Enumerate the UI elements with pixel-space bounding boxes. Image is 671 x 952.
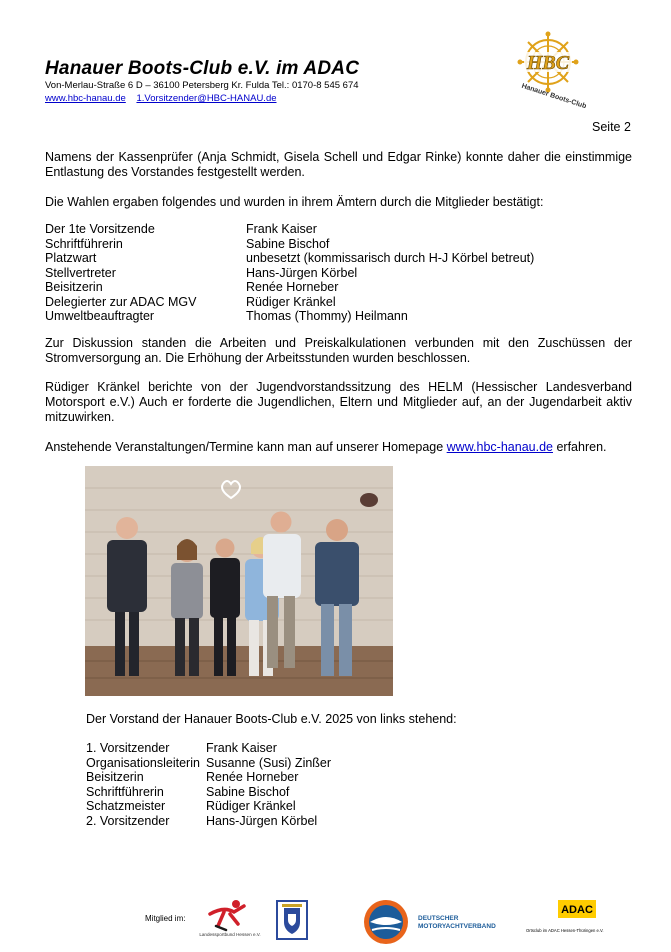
logo-text: HBC (526, 52, 570, 74)
role-label: Delegierter zur ADAC MGV (45, 294, 197, 309)
person-name: Hans-Jürgen Körbel (206, 813, 318, 828)
paragraph-events (45, 440, 632, 455)
list-item (45, 295, 534, 310)
paragraph-youth: Rüdiger Kränkel berichte von der Jugendvorstandssitzung des HELM (Hessischer Landesverband Motorsport e.V.) Auch er forderte die Jugendlichen, Eltern und Mitglieder auf, an der Jugendarbeit aktiv mitzuwirken. (45, 380, 632, 424)
dmyv-logo (360, 898, 496, 946)
person-name: unbesetzt (kommissarisch durch H-J Körbel betreut) (246, 251, 535, 265)
person-name: Frank Kaiser (206, 741, 277, 755)
dmyv-line1: DEUTSCHER (418, 915, 459, 922)
club-title: Hanauer Boots-Club e.V. im ADAC (45, 58, 360, 79)
role-label: Schatzmeister (86, 799, 166, 813)
adac-logo (524, 900, 604, 944)
role-label: Organisationsleiterin (86, 755, 200, 770)
board-list (86, 741, 331, 828)
person-name: Rüdiger Kränkel (206, 799, 296, 813)
board-group-photo (85, 466, 393, 696)
role-label: 1. Vorsitzender (86, 741, 170, 755)
dmyv-line2: MOTORYACHTVERBAND (418, 923, 496, 930)
person-name: Thomas (Thommy) Heilmann (246, 309, 408, 323)
role-label: 2. Vorsitzender (86, 813, 170, 828)
paragraph-discussion: Zur Diskussion standen die Arbeiten und Preiskalkulationen verbunden mit den Zuschüssen der Stromversorgung an. Die Erhöhung der Arbeitsstunden wurden beschlossen. (45, 336, 632, 365)
list-item (86, 741, 331, 756)
list-item (45, 222, 534, 237)
adac-caption: Ortsclub im ADAC Hessen-Thüringen e.V. (526, 928, 604, 933)
person-name: Hans-Jürgen Körbel (246, 265, 358, 280)
website-link[interactable]: www.hbc-hanau.de (45, 93, 126, 104)
role-label: Beisitzerin (86, 770, 144, 784)
photo-caption: Der Vorstand der Hanauer Boots-Club e.V. 2025 von links stehend: (86, 712, 457, 726)
role-label: Beisitzerin (45, 280, 103, 294)
person-name: Sabine Bischof (206, 784, 290, 799)
person-name: Sabine Bischof (246, 236, 330, 251)
page-number: Seite 2 (592, 120, 631, 134)
list-item (45, 251, 534, 266)
list-item (86, 799, 331, 814)
hbc-logo (510, 30, 590, 111)
role-label: Platzwart (45, 251, 97, 265)
elections-list (45, 222, 534, 324)
list-item (86, 756, 331, 771)
role-label: Schriftführerin (86, 784, 164, 799)
lsb-hessen-logo (199, 898, 261, 944)
person-name: Frank Kaiser (246, 222, 317, 236)
member-label: Mitglied im: (145, 914, 186, 923)
email-link[interactable]: 1.Vorsitzender@HBC-HANAU.de (136, 93, 277, 104)
person-name: Renée Horneber (206, 770, 299, 784)
events-text: Anstehende Veranstaltungen/Termine kann man auf unserer Homepage (45, 440, 447, 454)
person-name: Renée Horneber (246, 280, 339, 294)
logo-ring-text: Hanauer Boots-Club (520, 82, 588, 111)
lsb-text: Landessportbund Hessen e.V. (199, 932, 261, 937)
role-label: Der 1te Vorsitzende (45, 222, 155, 236)
paragraph-elections: Die Wahlen ergaben folgendes und wurden in ihrem Ämtern durch die Mitglieder bestätigt: (45, 195, 544, 209)
list-item (86, 770, 331, 785)
list-item (86, 814, 331, 829)
list-item (45, 266, 534, 281)
role-label: Umweltbeauftragter (45, 309, 155, 323)
role-label: Schriftführerin (45, 236, 123, 251)
adac-badge: ADAC (561, 904, 593, 916)
list-item (45, 237, 534, 252)
paragraph-discharge: Namens der Kassenprüfer (Anja Schmidt, Gisela Schell und Edgar Rinke) konnte daher die einstimmige Entlastung des Vorstandes festgestellt werden. (45, 150, 632, 179)
list-item (45, 280, 534, 295)
person-name: Susanne (Susi) Zinßer (206, 755, 332, 770)
list-item (86, 785, 331, 800)
role-label: Stellvertreter (45, 265, 116, 280)
club-address: Von-Merlau-Straße 6 D – 36100 Petersberg Kr. Fulda Tel.: 0170-8 545 674 (45, 80, 359, 91)
person-name: Rüdiger Kränkel (246, 294, 336, 309)
list-item (45, 309, 534, 324)
header-links (45, 93, 285, 104)
events-text-end: erfahren. (552, 440, 607, 454)
homepage-link[interactable]: www.hbc-hanau.de (446, 440, 553, 454)
helm-crest-logo (276, 900, 308, 940)
